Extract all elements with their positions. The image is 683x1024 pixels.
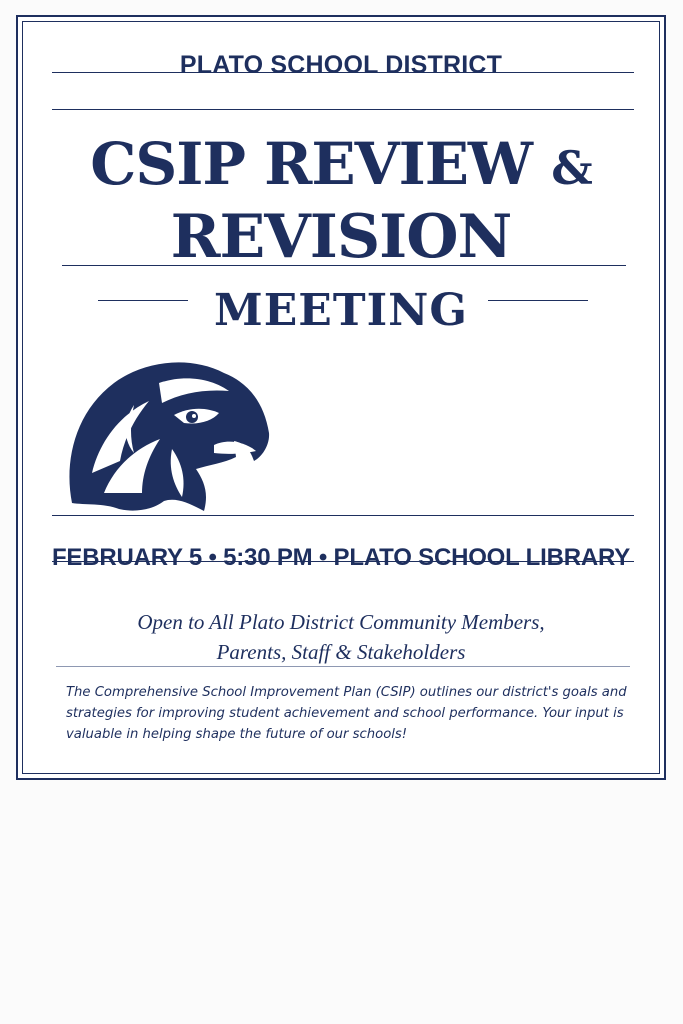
divider <box>62 265 626 266</box>
title-ampersand: & <box>551 141 592 195</box>
description-text: The Comprehensive School Improvement Plan (CSIP) outlines our district's goals and strategies for improving student achievement and school performance. Your input is valuable in helping shape the future of our schools! <box>66 685 627 742</box>
audience-line-2: Parents, Staff & Stakeholders <box>216 640 466 664</box>
event-details: FEBRUARY 5 • 5:30 PM • PLATO SCHOOL LIBRARY <box>51 544 631 571</box>
subtitle-right-rule <box>488 300 588 301</box>
divider <box>52 515 634 516</box>
title-line-1 <box>18 130 664 198</box>
eagle-head-icon <box>64 353 270 515</box>
divider <box>52 109 634 110</box>
audience-text <box>18 607 664 667</box>
title-line-2: REVISION <box>170 202 512 272</box>
subtitle: MEETING <box>214 285 468 336</box>
divider <box>52 72 634 73</box>
divider <box>52 561 634 562</box>
divider <box>56 666 630 667</box>
event-flyer <box>16 15 666 780</box>
district-name: PLATO SCHOOL DISTRICT <box>179 51 503 79</box>
title-main-text: CSIP REVIEW <box>90 130 533 198</box>
audience-line-1: Open to All Plato District Community Members, <box>137 610 545 634</box>
